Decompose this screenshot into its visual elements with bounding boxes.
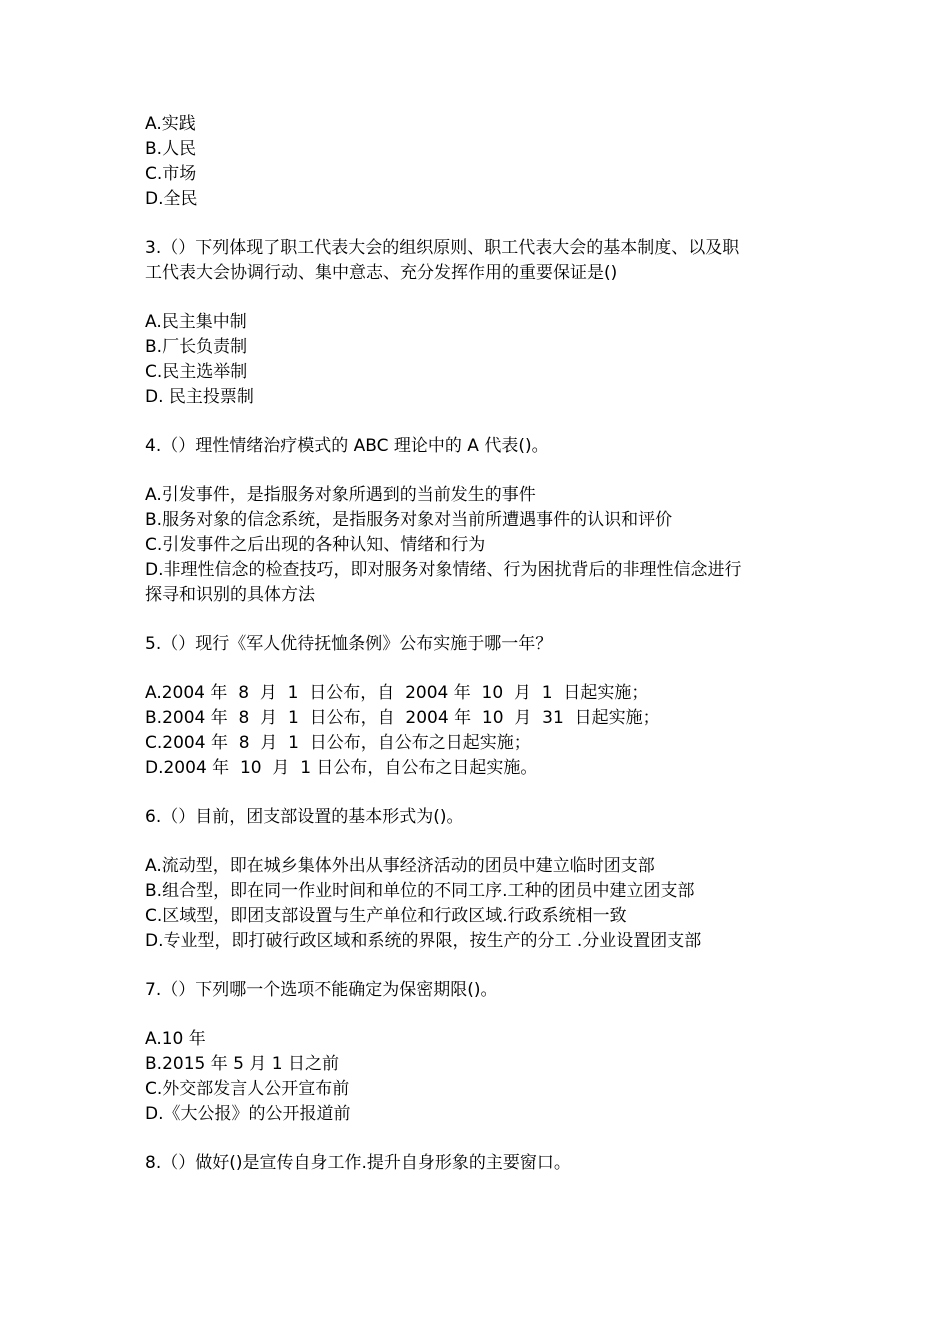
option-d-continued: 探寻和识别的具体方法 <box>145 585 315 605</box>
option-a: A.民主集中制 <box>145 312 247 332</box>
option-a: A.引发事件，是指服务对象所遇到的当前发生的事件 <box>145 485 536 505</box>
option-b: B.2015 年 5 月 1 日之前 <box>145 1054 339 1074</box>
question-text: 8.（）做好()是宣传自身工作.提升自身形象的主要窗口。 <box>145 1153 571 1173</box>
option-a: A.2004 年 8 月 1 日公布，自 2004 年 10 月 1 日起实施； <box>145 683 649 703</box>
option-c: C.外交部发言人公开宣布前 <box>145 1079 350 1099</box>
option-a: A.10 年 <box>145 1029 206 1049</box>
question-7 <box>145 978 825 1127</box>
option-d: D.非理性信念的检查技巧，即对服务对象情绪、行为困扰背后的非理性信念进行 <box>145 560 742 580</box>
option-d: D.《大公报》的公开报道前 <box>145 1104 351 1124</box>
question-text: 工代表大会协调行动、集中意志、充分发挥作用的重要保证是() <box>145 263 618 283</box>
option-c: C.2004 年 8 月 1 日公布，自公布之日起实施； <box>145 733 531 753</box>
top-options <box>145 112 825 212</box>
question-text: 4.（）理性情绪治疗模式的 ABC 理论中的 A 代表()。 <box>145 436 549 456</box>
question-text: 6.（）目前，团支部设置的基本形式为()。 <box>145 807 464 827</box>
question-3 <box>145 236 825 410</box>
option-d: D. 民主投票制 <box>145 387 254 407</box>
question-6 <box>145 805 825 954</box>
document-page <box>145 112 825 1176</box>
option-b: B.人民 <box>145 139 197 159</box>
question-text: 5.（）现行《军人优待抚恤条例》公布实施于哪一年？ <box>145 634 553 654</box>
option-d: D.2004 年 10 月 1 日公布，自公布之日起实施。 <box>145 758 538 778</box>
option-b: B.组合型，即在同一作业时间和单位的不同工序.工种的团员中建立团支部 <box>145 881 695 901</box>
question-4 <box>145 434 825 608</box>
question-8 <box>145 1151 825 1176</box>
option-d: D.全民 <box>145 189 198 209</box>
option-c: C.市场 <box>145 164 197 184</box>
option-c: C.民主选举制 <box>145 362 248 382</box>
option-b: B.服务对象的信念系统，是指服务对象对当前所遭遇事件的认识和评价 <box>145 510 673 530</box>
option-c: C.区域型，即团支部设置与生产单位和行政区域.行政系统相一致 <box>145 906 627 926</box>
option-a: A.流动型，即在城乡集体外出从事经济活动的团员中建立临时团支部 <box>145 856 655 876</box>
option-d: D.专业型，即打破行政区域和系统的界限，按生产的分工 .分业设置团支部 <box>145 931 702 951</box>
option-c: C.引发事件之后出现的各种认知、情绪和行为 <box>145 535 486 555</box>
option-b: B.2004 年 8 月 1 日公布，自 2004 年 10 月 31 日起实施； <box>145 708 660 728</box>
option-a: A.实践 <box>145 114 196 134</box>
question-text: 7.（）下列哪一个选项不能确定为保密期限()。 <box>145 980 498 1000</box>
option-b: B.厂长负责制 <box>145 337 248 357</box>
question-5 <box>145 632 825 781</box>
question-text: 3.（）下列体现了职工代表大会的组织原则、职工代表大会的基本制度、以及职 <box>145 238 740 258</box>
